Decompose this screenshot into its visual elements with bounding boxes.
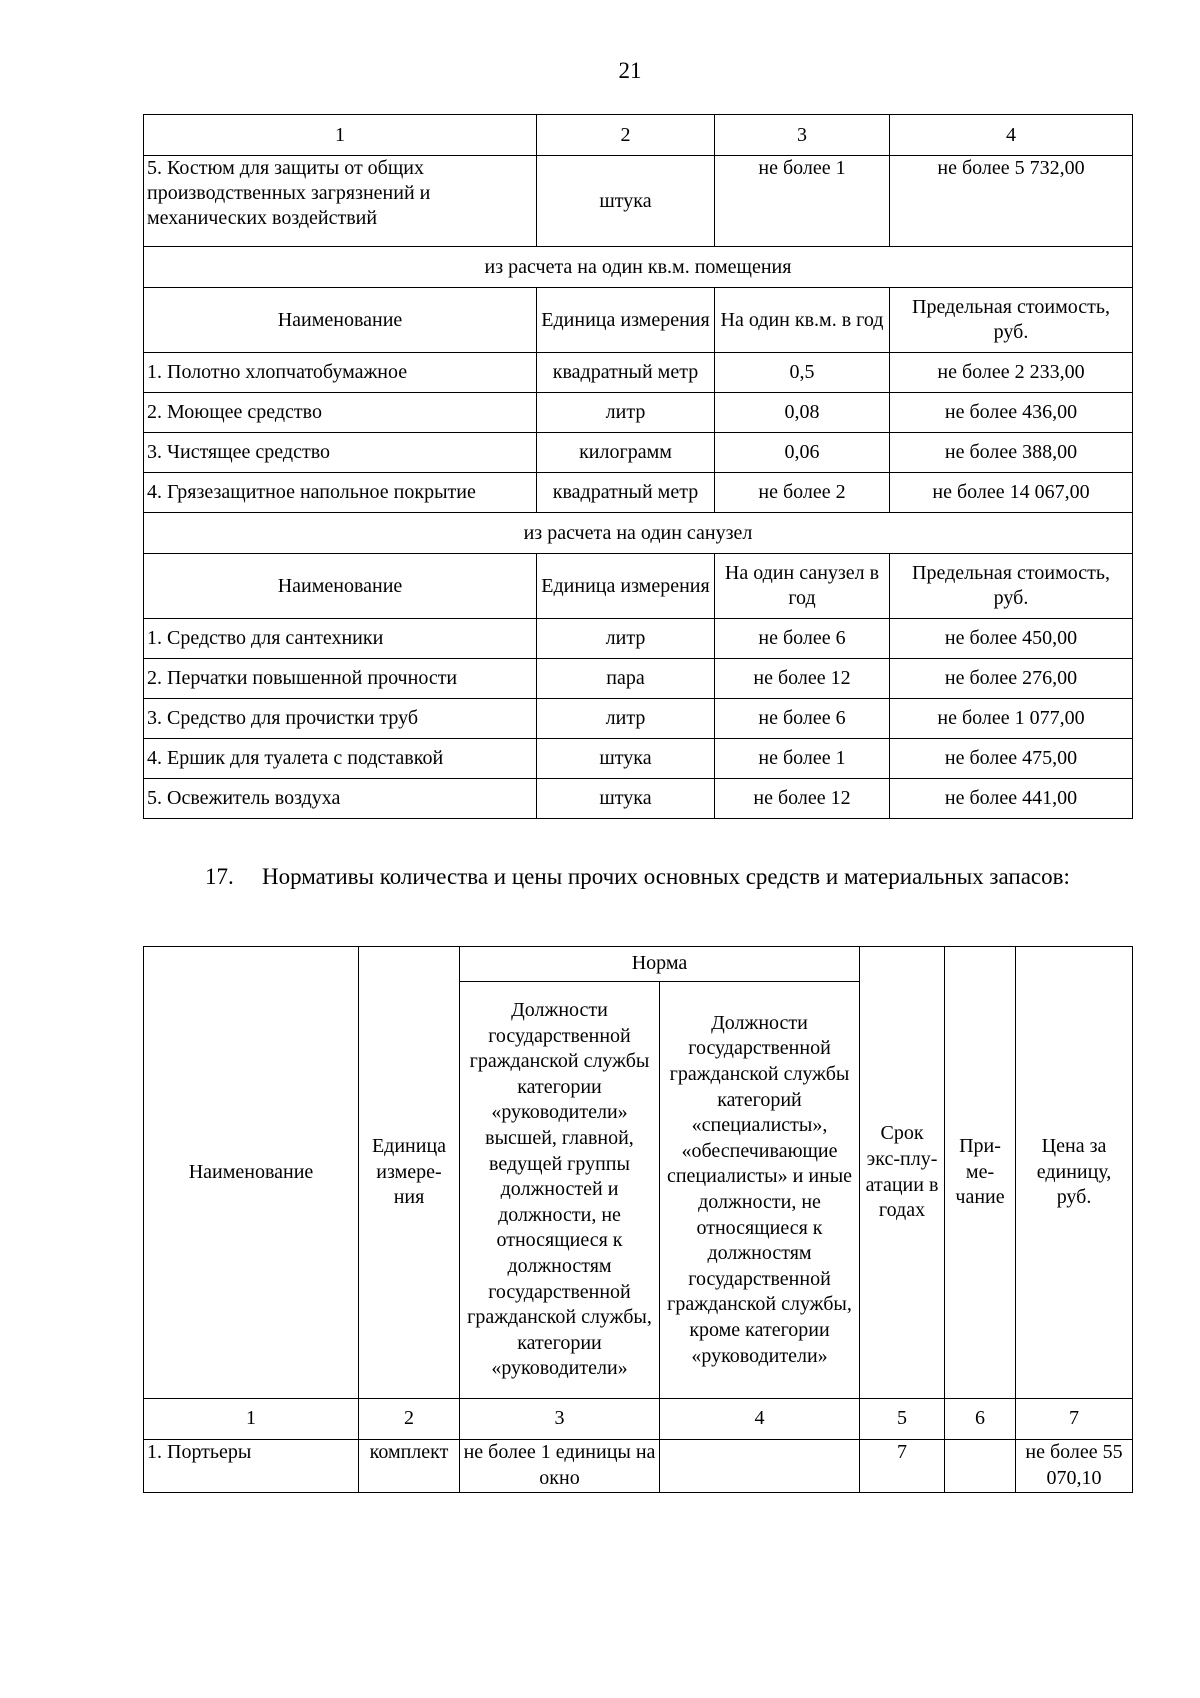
- header-cell-price: Цена за единицу, руб.: [1016, 947, 1133, 1399]
- item-name-cell: 3. Средство для прочистки труб: [144, 699, 537, 739]
- item-qty-cell: не более 12: [715, 659, 890, 699]
- column-number-row: [144, 115, 1133, 156]
- column-number-cell: 3: [715, 115, 890, 156]
- table-row: [144, 433, 1133, 473]
- item-unit-cell: штука: [537, 156, 715, 247]
- header-cell-norma: Норма: [460, 947, 860, 982]
- item-price-cell: не более 388,00: [890, 433, 1133, 473]
- item-name-cell: 1. Портьеры: [144, 1440, 359, 1493]
- item-name-cell: 1. Полотно хлопчатобумажное: [144, 353, 537, 393]
- table-row: [144, 659, 1133, 699]
- section-title: из расчета на один кв.м. помещения: [144, 247, 1133, 288]
- header-cell-term: Срок экс-плу-атации в годах: [860, 947, 945, 1399]
- item-name-cell: 3. Чистящее средство: [144, 433, 537, 473]
- item-qty-cell: не более 2: [715, 473, 890, 513]
- table-row: [144, 739, 1133, 779]
- item-qty-cell: 0,5: [715, 353, 890, 393]
- item-name-cell: 5. Освежитель воздуха: [144, 779, 537, 819]
- section-title-row: [144, 247, 1133, 288]
- item-name-cell: 1. Средство для сантехники: [144, 619, 537, 659]
- header-cell-unit: Единица измерения: [537, 554, 715, 619]
- header-cell-price: Предельная стоимость, руб.: [890, 554, 1133, 619]
- item-unit-cell: комплект: [359, 1440, 460, 1493]
- table-row: [144, 779, 1133, 819]
- section-17-paragraph: [143, 863, 1113, 891]
- column-number-row: [144, 1399, 1133, 1440]
- paragraph-text: Нормативы количества и цены прочих основных средств и материальных запасов:: [262, 864, 1070, 889]
- item-unit-cell: литр: [537, 393, 715, 433]
- item-price-cell: не более 14 067,00: [890, 473, 1133, 513]
- item-norm-specialists-cell: [660, 1440, 860, 1493]
- header-cell-name: Наименование: [144, 947, 359, 1399]
- table-row: [144, 156, 1133, 247]
- item-unit-cell: литр: [537, 699, 715, 739]
- item-price-cell: не более 1 077,00: [890, 699, 1133, 739]
- item-qty-cell: не более 6: [715, 699, 890, 739]
- item-unit-cell: литр: [537, 619, 715, 659]
- item-name-cell: 2. Перчатки повышенной прочности: [144, 659, 537, 699]
- header-cell-norma-managers: Должности государственной гражданской службы категории «руководители» высшей, главной, ведущей группы должностей и должности, не относящиеся к должностям государственной гражданской службы, категории «руководители»: [460, 982, 660, 1399]
- consumables-norms-table: [143, 114, 1133, 819]
- header-cell-qty: На один санузел в год: [715, 554, 890, 619]
- table-row: [144, 393, 1133, 433]
- table-row: [144, 473, 1133, 513]
- column-number-cell: 4: [890, 115, 1133, 156]
- header-cell-qty: На один кв.м. в год: [715, 288, 890, 353]
- item-norm-managers-cell: не более 1 единицы на окно: [460, 1440, 660, 1493]
- paragraph-number: 17.: [205, 864, 234, 889]
- column-number-cell: 3: [460, 1399, 660, 1440]
- item-name-cell: 4. Ершик для туалета с подставкой: [144, 739, 537, 779]
- section-header-row: [144, 288, 1133, 353]
- column-number-cell: 5: [860, 1399, 945, 1440]
- item-name-cell: 5. Костюм для защиты от общих производственных загрязнений и механических воздействий: [144, 156, 537, 247]
- column-number-cell: 1: [144, 1399, 359, 1440]
- column-number-cell: 7: [1016, 1399, 1133, 1440]
- item-unit-cell: пара: [537, 659, 715, 699]
- item-unit-cell: килограмм: [537, 433, 715, 473]
- table-row: [144, 699, 1133, 739]
- item-note-cell: [945, 1440, 1016, 1493]
- header-cell-note: При-ме-чание: [945, 947, 1016, 1399]
- item-qty-cell: 0,08: [715, 393, 890, 433]
- table-header-row: [144, 947, 1133, 982]
- item-unit-cell: квадратный метр: [537, 473, 715, 513]
- item-price-cell: не более 450,00: [890, 619, 1133, 659]
- section-title: из расчета на один санузел: [144, 513, 1133, 554]
- item-qty-cell: не более 12: [715, 779, 890, 819]
- column-number-cell: 1: [144, 115, 537, 156]
- item-unit-cell: квадратный метр: [537, 353, 715, 393]
- header-cell-norma-specialists: Должности государственной гражданской службы категорий «специалисты», «обеспечивающие специалисты» и иные должности, не относящиеся к должностям государственной гражданской службы, кроме категории «руководители»: [660, 982, 860, 1399]
- header-cell-price: Предельная стоимость, руб.: [890, 288, 1133, 353]
- section-title-row: [144, 513, 1133, 554]
- item-price-cell: не более 2 233,00: [890, 353, 1133, 393]
- page-number: 21: [618, 58, 642, 83]
- item-qty-cell: не более 1: [715, 739, 890, 779]
- item-price-cell: не более 276,00: [890, 659, 1133, 699]
- item-unit-cell: штука: [537, 779, 715, 819]
- table-row: [144, 353, 1133, 393]
- header-cell-name: Наименование: [144, 288, 537, 353]
- header-cell-unit: Единица измерения: [537, 288, 715, 353]
- header-cell-name: Наименование: [144, 554, 537, 619]
- item-price-cell: не более 436,00: [890, 393, 1133, 433]
- item-qty-cell: не более 6: [715, 619, 890, 659]
- item-term-cell: 7: [860, 1440, 945, 1493]
- table-row: [144, 1440, 1133, 1493]
- column-number-cell: 2: [359, 1399, 460, 1440]
- item-name-cell: 4. Грязезащитное напольное покрытие: [144, 473, 537, 513]
- item-unit-cell: штука: [537, 739, 715, 779]
- item-qty-cell: не более 1: [715, 156, 890, 247]
- header-cell-unit: Единица измере-ния: [359, 947, 460, 1399]
- column-number-cell: 6: [945, 1399, 1016, 1440]
- fixed-assets-norms-table: [143, 946, 1133, 1493]
- section-header-row: [144, 554, 1133, 619]
- item-price-cell: не более 475,00: [890, 739, 1133, 779]
- item-price-cell: не более 5 732,00: [890, 156, 1133, 247]
- table-row: [144, 619, 1133, 659]
- column-number-cell: 2: [537, 115, 715, 156]
- item-price-cell: не более 55 070,10: [1016, 1440, 1133, 1493]
- column-number-cell: 4: [660, 1399, 860, 1440]
- item-name-cell: 2. Моющее средство: [144, 393, 537, 433]
- item-price-cell: не более 441,00: [890, 779, 1133, 819]
- item-qty-cell: 0,06: [715, 433, 890, 473]
